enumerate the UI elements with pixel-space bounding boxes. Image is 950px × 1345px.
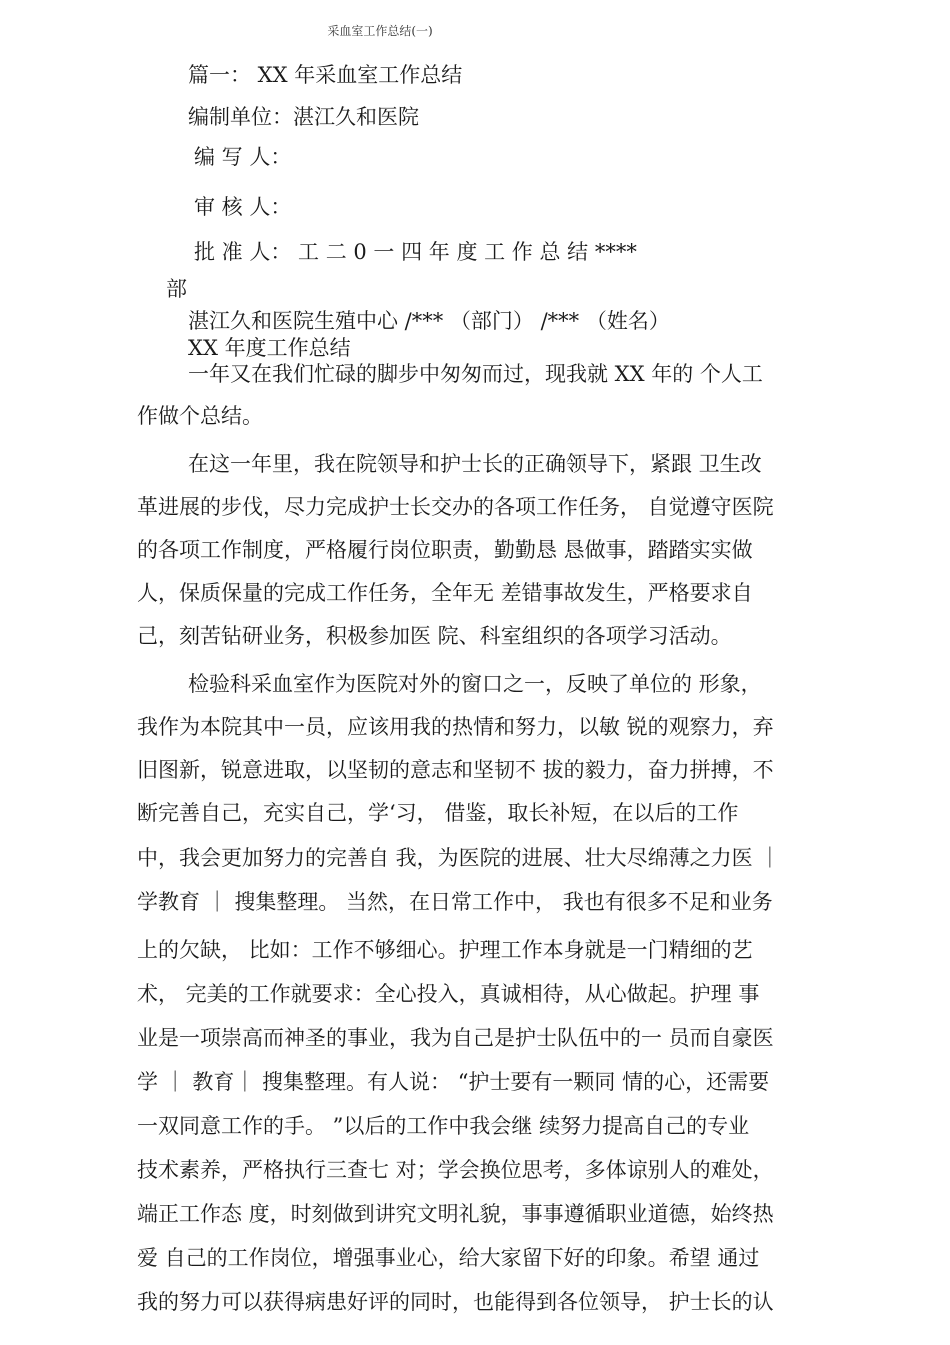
paragraph-line: 断完善自己，充实自己，学‘习， 借鉴，取长补短，在以后的工作 — [137, 801, 739, 825]
paragraph-line: 业是一项崇高而神圣的事业，我为自己是护士队伍中的一 员而自豪医 — [137, 1026, 774, 1050]
summary-title: XX 年度工作总结 — [188, 336, 351, 360]
unit-line: 编制单位：湛江久和医院 — [188, 105, 419, 129]
paragraph-line: 端正工作态 度，时刻做到讲究文明礼貌，事事遵循职业道德，始终热 — [137, 1202, 774, 1226]
paragraph-line: 己，刻苦钻研业务，积极参加医 院、科室组织的各项学习活动。 — [137, 624, 732, 648]
paragraph-line: 爱 自己的工作岗位，增强事业心，给大家留下好的印象。希望 通过 — [137, 1246, 760, 1270]
approver-line: 批 准 人： 工 二 0 一 四 年 度 工 作 总 结 **** — [194, 240, 637, 264]
paragraph-line: 技术素养，严格执行三查七 对；学会换位思考，多体谅别人的难处， — [137, 1158, 774, 1182]
paragraph-line: 术， 完美的工作就要求：全心投入，真诚相待，从心做起。护理 事 — [137, 982, 760, 1006]
paragraph-line: 旧图新，锐意进取，以坚韧的意志和坚韧不 拔的毅力，奋力拼搏，不 — [137, 758, 774, 782]
paragraph-line: 中，我会更加努力的完善自 我，为医院的进展、壮大尽绵薄之力医 ｜ — [137, 846, 781, 870]
paragraph-line: 我的努力可以获得病患好评的同时，也能得到各位领导， 护士长的认 — [137, 1290, 774, 1314]
running-header: 采血室工作总结(一) — [327, 24, 433, 38]
paragraph-line: 革进展的步伐，尽力完成护士长交办的各项工作任务， 自觉遵守医院 — [137, 495, 774, 519]
reviewer-line: 审 核 人： — [194, 195, 292, 219]
paragraph-line: 一年又在我们忙碌的脚步中匆匆而过，现我就 XX 年的 个人工 — [188, 362, 763, 386]
paragraph-line: 在这一年里，我在院领导和护士长的正确领导下，紧跟 卫生改 — [188, 452, 762, 476]
paragraph-line: 检验科采血室作为医院对外的窗口之一，反映了单位的 形象， — [188, 672, 762, 696]
writer-line: 编 写 人： — [194, 145, 292, 169]
paragraph-line: 作做个总结。 — [137, 404, 263, 428]
paragraph-line: 人，保质保量的完成工作任务，全年无 差错事故发生，严格要求自 — [137, 581, 753, 605]
paragraph-line: 我作为本院其中一员，应该用我的热情和努力，以敏 锐的观察力，弃 — [137, 715, 774, 739]
paragraph-line: 上的欠缺， 比如：工作不够细心。护理工作本身就是一门精细的艺 — [137, 938, 753, 962]
paragraph-line: 的各项工作制度，严格履行岗位职责，勤勤恳 恳做事，踏踏实实做 — [137, 538, 753, 562]
paragraph-line: 学 ｜ 教育｜ 搜集整理。有人说： “护士要有一颗同 情的心，还需要 — [137, 1070, 770, 1094]
dept-fragment: 部 — [166, 277, 187, 301]
paragraph-line: 学教育 ｜ 搜集整理。 当然，在日常工作中， 我也有很多不足和业务 — [137, 890, 773, 914]
paragraph-line: 一双同意工作的手。 ”以后的工作中我会继 续努力提高自己的专业 — [137, 1114, 750, 1138]
article-title: 篇一： XX 年采血室工作总结 — [188, 63, 463, 87]
org-line: 湛江久和医院生殖中心 /*** （部门） /*** （姓名） — [188, 309, 670, 333]
